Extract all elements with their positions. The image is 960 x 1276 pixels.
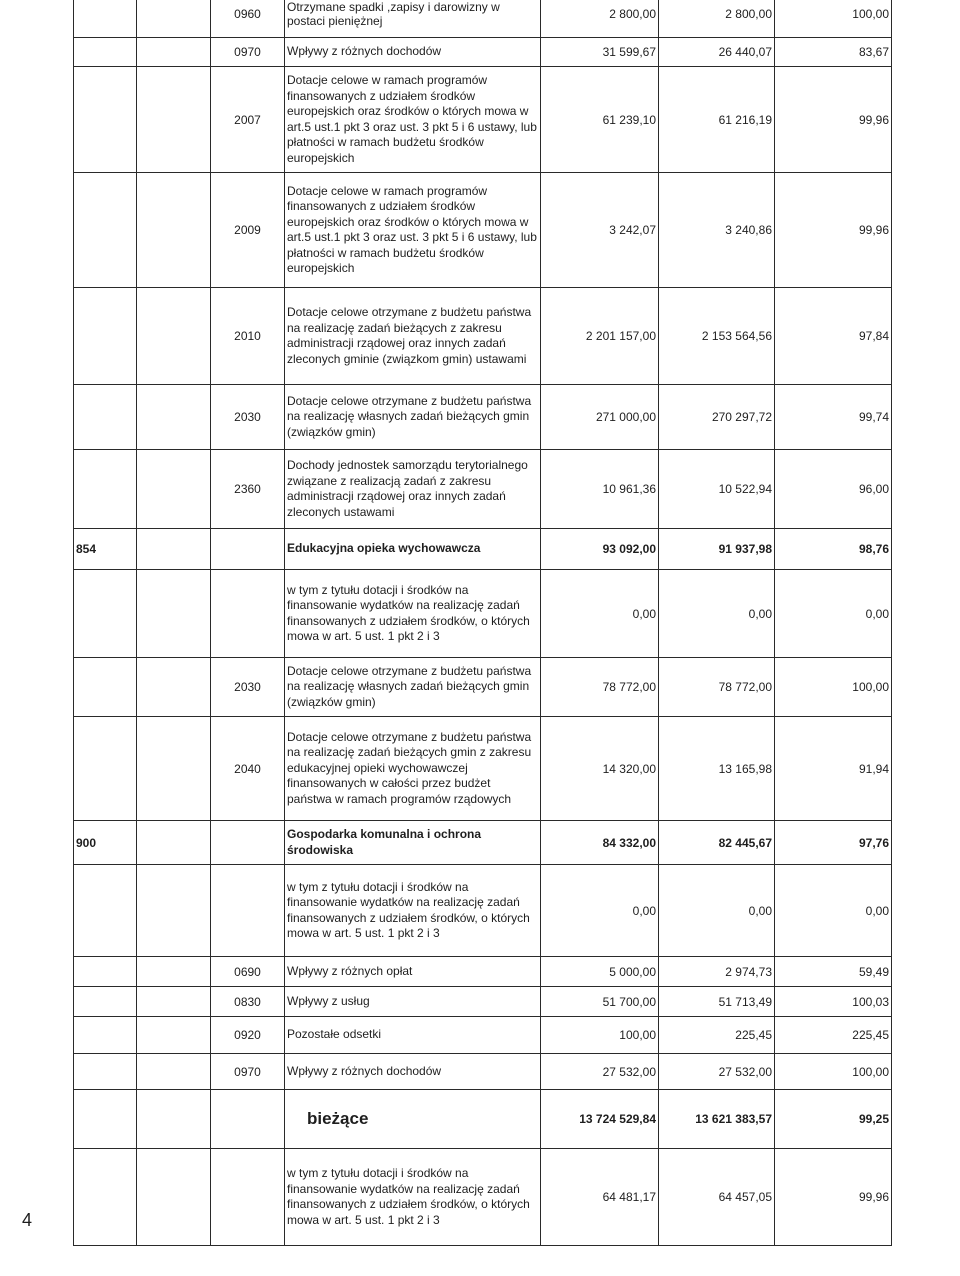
table-row (74, 173, 892, 288)
percent-cell: 0,00 (775, 570, 892, 658)
table-row (74, 865, 892, 957)
plan-cell: 5 000,00 (541, 957, 659, 987)
percent-cell: 97,84 (775, 288, 892, 385)
paragraph-cell: 0960 (211, 0, 285, 38)
execution-cell: 64 457,05 (659, 1149, 775, 1246)
rozdzial-cell (137, 529, 211, 570)
plan-cell: 78 772,00 (541, 658, 659, 717)
percent-cell: 83,67 (775, 38, 892, 67)
percent-cell: 98,76 (775, 529, 892, 570)
execution-cell: 2 974,73 (659, 957, 775, 987)
paragraph-cell: 0830 (211, 987, 285, 1017)
percent-cell: 99,96 (775, 173, 892, 288)
plan-cell: 2 201 157,00 (541, 288, 659, 385)
description-cell: Dotacje celowe otrzymane z budżetu państwa na realizację własnych zadań bieżących gmin (związków gmin) (285, 658, 541, 717)
table-row (74, 67, 892, 173)
description-cell: Dotacje celowe w ramach programów finansowanych z udziałem środków europejskich oraz środków o których mowa w art.5 ust.1 pkt 3 oraz ust. 3 pkt 5 i 6 ustawy, lub płatności w ramach budżetu środków europejskich (285, 67, 541, 173)
percent-cell: 99,25 (775, 1090, 892, 1149)
description-cell: w tym z tytułu dotacji i środków na finansowanie wydatków na realizację zadań finansowanych z udziałem środków, o których mowa w art. 5 ust. 1 pkt 2 i 3 (285, 570, 541, 658)
description-cell: Dotacje celowe otrzymane z budżetu państwa na realizację własnych zadań bieżących gmin (związków gmin) (285, 385, 541, 450)
dzial-cell (74, 173, 137, 288)
table-row (74, 658, 892, 717)
rozdzial-cell (137, 1054, 211, 1090)
rozdzial-cell (137, 173, 211, 288)
budget-table (73, 0, 892, 1246)
plan-cell: 14 320,00 (541, 717, 659, 821)
paragraph-cell: 2040 (211, 717, 285, 821)
plan-cell: 84 332,00 (541, 821, 659, 865)
table-row (74, 717, 892, 821)
dzial-cell (74, 570, 137, 658)
dzial-cell (74, 717, 137, 821)
percent-cell: 97,76 (775, 821, 892, 865)
plan-cell: 93 092,00 (541, 529, 659, 570)
rozdzial-cell (137, 1149, 211, 1246)
plan-cell: 27 532,00 (541, 1054, 659, 1090)
percent-cell: 225,45 (775, 1017, 892, 1054)
description-cell: w tym z tytułu dotacji i środków na finansowanie wydatków na realizację zadań finansowanych z udziałem środków, o których mowa w art. 5 ust. 1 pkt 2 i 3 (285, 865, 541, 957)
rozdzial-cell (137, 450, 211, 529)
plan-cell: 64 481,17 (541, 1149, 659, 1246)
execution-cell: 13 621 383,57 (659, 1090, 775, 1149)
plan-cell: 61 239,10 (541, 67, 659, 173)
percent-cell: 91,94 (775, 717, 892, 821)
execution-cell: 26 440,07 (659, 38, 775, 67)
table-row (74, 1090, 892, 1149)
percent-cell: 100,00 (775, 0, 892, 38)
table-row (74, 0, 892, 38)
paragraph-cell: 2009 (211, 173, 285, 288)
paragraph-cell (211, 865, 285, 957)
table-row (74, 1149, 892, 1246)
table-row (74, 385, 892, 450)
percent-cell: 100,00 (775, 658, 892, 717)
table-row (74, 821, 892, 865)
paragraph-cell: 0970 (211, 38, 285, 67)
description-cell: Otrzymane spadki ,zapisy i darowizny w postaci pieniężnej (285, 0, 541, 38)
page-number: 4 (22, 1210, 33, 1230)
execution-cell: 10 522,94 (659, 450, 775, 529)
execution-cell: 27 532,00 (659, 1054, 775, 1090)
current-total-label: bieżące (307, 1109, 369, 1129)
dzial-cell (74, 957, 137, 987)
description-cell: Dotacje celowe otrzymane z budżetu państwa na realizację zadań bieżących z zakresu administracji rządowej oraz innych zadań zleconych gminie (związkom gmin) ustawami (285, 288, 541, 385)
paragraph-cell (211, 821, 285, 865)
percent-cell: 59,49 (775, 957, 892, 987)
paragraph-cell (211, 529, 285, 570)
paragraph-cell: 2007 (211, 67, 285, 173)
execution-cell: 13 165,98 (659, 717, 775, 821)
table-row (74, 529, 892, 570)
dzial-cell (74, 1149, 137, 1246)
description-cell: Dotacje celowe w ramach programów finansowanych z udziałem środków europejskich oraz środków o których mowa w art.5 ust.1 pkt 3 oraz ust. 3 pkt 5 i 6 ustawy, lub płatności w ramach budżetu środków europejskich (285, 173, 541, 288)
rozdzial-cell (137, 38, 211, 67)
execution-cell: 2 153 564,56 (659, 288, 775, 385)
description-cell: Dochody jednostek samorządu terytorialnego związane z realizacją zadań z zakresu administracji rządowej oraz innych zadań zleconych ustawami (285, 450, 541, 529)
dzial-cell: 900 (74, 821, 137, 865)
paragraph-cell: 0690 (211, 957, 285, 987)
rozdzial-cell (137, 717, 211, 821)
paragraph-cell: 2030 (211, 385, 285, 450)
plan-cell: 51 700,00 (541, 987, 659, 1017)
description-cell: Pozostałe odsetki (285, 1017, 541, 1054)
description-cell: Dotacje celowe otrzymane z budżetu państwa na realizację zadań bieżących gmin z zakresu edukacyjnej opieki wychowawczej finansowanych w całości przez budżet państwa w ramach programów rządowych (285, 717, 541, 821)
dzial-cell (74, 1054, 137, 1090)
paragraph-cell: 0970 (211, 1054, 285, 1090)
execution-cell: 0,00 (659, 865, 775, 957)
dzial-cell (74, 865, 137, 957)
execution-cell: 3 240,86 (659, 173, 775, 288)
dzial-cell (74, 1017, 137, 1054)
dzial-cell (74, 385, 137, 450)
paragraph-cell (211, 1090, 285, 1149)
rozdzial-cell (137, 570, 211, 658)
description-cell: w tym z tytułu dotacji i środków na finansowanie wydatków na realizację zadań finansowanych z udziałem środków, o których mowa w art. 5 ust. 1 pkt 2 i 3 (285, 1149, 541, 1246)
paragraph-cell (211, 1149, 285, 1246)
execution-cell: 78 772,00 (659, 658, 775, 717)
plan-cell: 0,00 (541, 865, 659, 957)
paragraph-cell: 2030 (211, 658, 285, 717)
plan-cell: 13 724 529,84 (541, 1090, 659, 1149)
percent-cell: 99,96 (775, 67, 892, 173)
rozdzial-cell (137, 957, 211, 987)
dzial-cell (74, 288, 137, 385)
description-cell: Gospodarka komunalna i ochrona środowiska (285, 821, 541, 865)
dzial-cell: 854 (74, 529, 137, 570)
execution-cell: 270 297,72 (659, 385, 775, 450)
rozdzial-cell (137, 1090, 211, 1149)
table-row (74, 288, 892, 385)
dzial-cell (74, 1090, 137, 1149)
percent-cell: 100,00 (775, 1054, 892, 1090)
table-row (74, 38, 892, 67)
plan-cell: 0,00 (541, 570, 659, 658)
execution-cell: 2 800,00 (659, 0, 775, 38)
rozdzial-cell (137, 658, 211, 717)
table-row (74, 570, 892, 658)
percent-cell: 100,03 (775, 987, 892, 1017)
execution-cell: 91 937,98 (659, 529, 775, 570)
paragraph-cell (211, 570, 285, 658)
plan-cell: 2 800,00 (541, 0, 659, 38)
plan-cell: 31 599,67 (541, 38, 659, 67)
rozdzial-cell (137, 865, 211, 957)
table-row (74, 1017, 892, 1054)
dzial-cell (74, 450, 137, 529)
table-row (74, 450, 892, 529)
table-row (74, 987, 892, 1017)
rozdzial-cell (137, 821, 211, 865)
table-row (74, 957, 892, 987)
percent-cell: 0,00 (775, 865, 892, 957)
rozdzial-cell (137, 0, 211, 38)
rozdzial-cell (137, 987, 211, 1017)
execution-cell: 0,00 (659, 570, 775, 658)
table-row (74, 1054, 892, 1090)
execution-cell: 82 445,67 (659, 821, 775, 865)
description-cell: Edukacyjna opieka wychowawcza (285, 529, 541, 570)
percent-cell: 96,00 (775, 450, 892, 529)
plan-cell: 100,00 (541, 1017, 659, 1054)
percent-cell: 99,96 (775, 1149, 892, 1246)
execution-cell: 61 216,19 (659, 67, 775, 173)
description-cell: Wpływy z różnych opłat (285, 957, 541, 987)
execution-cell: 225,45 (659, 1017, 775, 1054)
dzial-cell (74, 0, 137, 38)
dzial-cell (74, 987, 137, 1017)
rozdzial-cell (137, 67, 211, 173)
dzial-cell (74, 38, 137, 67)
description-cell: Wpływy z różnych dochodów (285, 38, 541, 67)
paragraph-cell: 0920 (211, 1017, 285, 1054)
percent-cell: 99,74 (775, 385, 892, 450)
description-cell: Wpływy z różnych dochodów (285, 1054, 541, 1090)
plan-cell: 271 000,00 (541, 385, 659, 450)
rozdzial-cell (137, 385, 211, 450)
dzial-cell (74, 658, 137, 717)
description-cell (285, 1090, 541, 1149)
description-cell: Wpływy z usług (285, 987, 541, 1017)
rozdzial-cell (137, 1017, 211, 1054)
plan-cell: 3 242,07 (541, 173, 659, 288)
execution-cell: 51 713,49 (659, 987, 775, 1017)
paragraph-cell: 2360 (211, 450, 285, 529)
paragraph-cell: 2010 (211, 288, 285, 385)
dzial-cell (74, 67, 137, 173)
plan-cell: 10 961,36 (541, 450, 659, 529)
rozdzial-cell (137, 288, 211, 385)
